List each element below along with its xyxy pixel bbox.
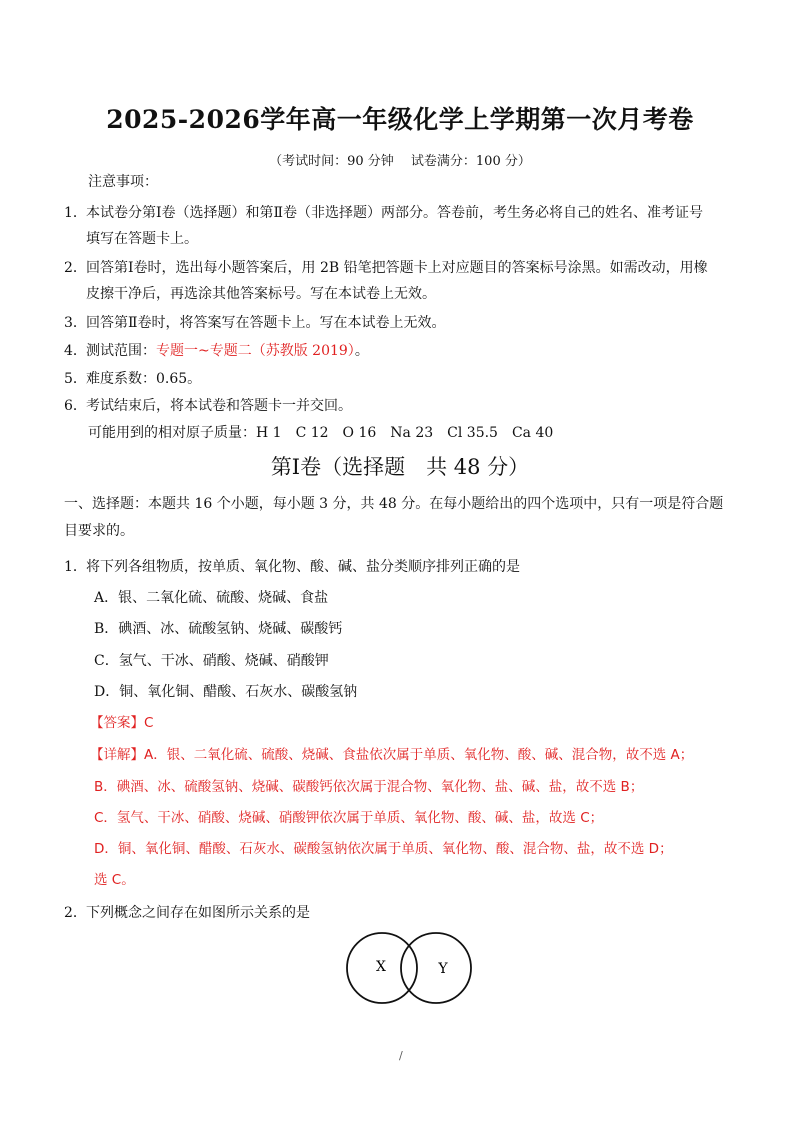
detail-text: A．银、二氧化硫、硫酸、烧碱、食盐依次属于单质、氧化物、酸、碱、混合物，故不选 A；	[144, 747, 694, 763]
note-item-1-cont: 填写在答题卡上。	[86, 231, 198, 247]
question-1-option-a: A．银、二氧化硫、硫酸、烧碱、食盐	[94, 590, 329, 606]
question-1-option-c: C．氢气、干冰、硝酸、烧碱、硝酸钾	[94, 653, 329, 669]
section-intro: 一、选择题：本题共 16 个小题，每小题 3 分，共 48 分。在每小题给出的四个选项中，只有一项是符合题	[64, 496, 724, 512]
venn-label-x: X	[376, 959, 386, 975]
note-item-6	[64, 396, 352, 416]
section-title: 第Ⅰ卷（选择题 共 48 分）	[270, 455, 530, 479]
notes-heading: 注意事项：	[88, 174, 158, 190]
question-1-option-d: D．铜、氧化铜、醋酸、石灰水、碳酸氢钠	[94, 684, 358, 700]
venn-circle-y	[401, 933, 471, 1003]
question-text: 下列概念之间存在如图所示关系的是	[86, 905, 310, 921]
note-text: 考试结束后，将本试卷和答题卡一并交回。	[86, 398, 352, 414]
detail-line-1	[90, 745, 693, 765]
note-text: 本试卷分第Ⅰ卷（选择题）和第Ⅱ卷（非选择题）两部分。答卷前，考生务必将自己的姓名、准考证号	[86, 205, 704, 221]
exam-title: 2025-2026学年高一年级化学上学期第一次月考卷	[106, 105, 694, 134]
atomic-mass-line: 可能用到的相对原子质量：H 1 C 12 O 16 Na 23 Cl 35.5 Ca 40	[88, 425, 554, 441]
note-item-2	[64, 258, 708, 278]
note-item-5	[64, 369, 201, 389]
note-text: 难度系数：0.65。	[86, 371, 202, 387]
detail-line-3: C．氢气、干冰、硝酸、烧碱、硝酸钾依次属于单质、氧化物、酸、碱、盐，故选 C；	[94, 810, 604, 826]
detail-line-5: 选 C。	[94, 872, 135, 888]
answer-line	[90, 713, 153, 733]
detail-line-2: B．碘酒、冰、硫酸氢钠、烧碱、碳酸钙依次属于混合物、氧化物、盐、碱、盐，故不选 B；	[94, 779, 644, 795]
venn-label-y: Y	[438, 961, 448, 977]
venn-diagram	[340, 928, 480, 1008]
question-number: 2．	[64, 905, 87, 921]
question-text: 将下列各组物质，按单质、氧化物、酸、碱、盐分类顺序排列正确的是	[86, 559, 520, 575]
exam-subtitle: （考试时间：90 分钟 试卷满分：100 分）	[269, 154, 531, 169]
note-item-3	[64, 313, 446, 333]
note-text: 测试范围：	[86, 343, 156, 359]
note-text: 回答第Ⅱ卷时，将答案写在答题卡上。写在本试卷上无效。	[86, 315, 446, 331]
answer-label: 【答案】	[90, 715, 144, 731]
answer-value: C	[144, 715, 154, 731]
note-number: 6．	[64, 398, 87, 414]
question-1-option-b: B．碘酒、冰、硫酸氢钠、烧碱、碳酸钙	[94, 621, 343, 637]
question-1-stem	[64, 557, 520, 577]
note-text: 回答第Ⅰ卷时，选出每小题答案后，用 2B 铅笔把答题卡上对应题目的答案标号涂黑。如需改动，用橡	[86, 260, 708, 276]
note-number: 4．	[64, 343, 87, 359]
detail-line-4: D．铜、氧化铜、醋酸、石灰水、碳酸氢钠依次属于单质、氧化物、酸、混合物、盐，故不选 D；	[94, 841, 673, 857]
test-scope: 专题一~专题二（苏教版 2019）	[156, 343, 355, 359]
note-item-1	[64, 203, 703, 223]
question-number: 1．	[64, 559, 87, 575]
note-number: 3．	[64, 315, 87, 331]
section-intro-cont: 目要求的。	[64, 523, 134, 539]
note-item-2-cont: 皮擦干净后，再选涂其他答案标号。写在本试卷上无效。	[86, 286, 436, 302]
note-number: 2．	[64, 260, 87, 276]
detail-label: 【详解】	[90, 747, 144, 763]
note-suffix: 。	[354, 343, 369, 359]
question-2-stem	[64, 903, 310, 923]
page-footer-mark: /	[399, 1049, 403, 1062]
note-number: 1．	[64, 205, 87, 221]
note-item-4	[64, 341, 369, 361]
note-number: 5．	[64, 371, 87, 387]
